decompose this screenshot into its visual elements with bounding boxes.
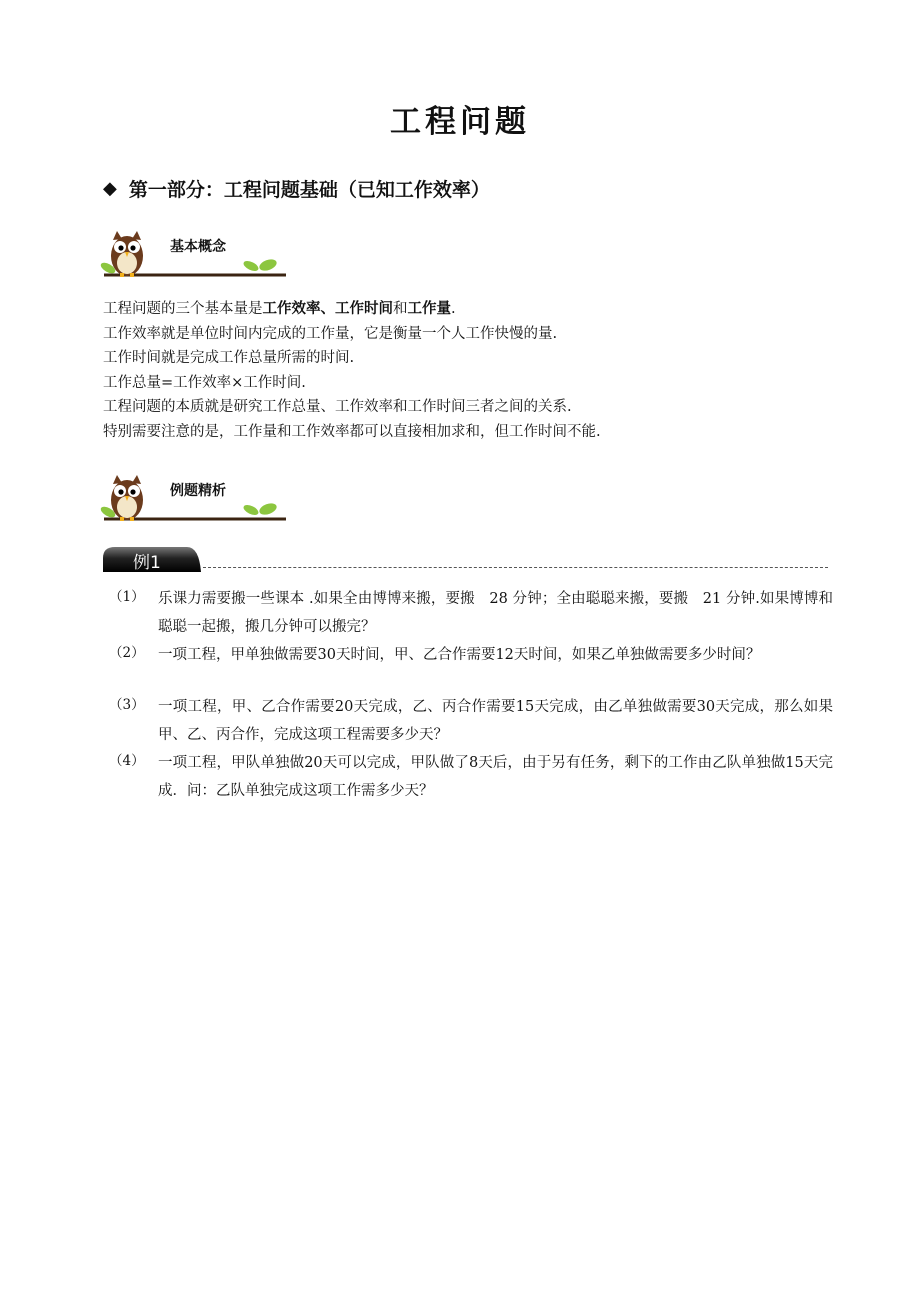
concept-header: [98, 228, 298, 288]
concept-line: 工作效率就是单位时间内完成的工作量，它是衡量一个人工作快慢的量.: [103, 325, 558, 342]
example-tab: [103, 546, 828, 572]
concept-line: 工程问题的三个基本量是工作效率、工作时间和工作量.: [103, 300, 456, 317]
problem-text: 一项工程，甲、乙合作需要20天完成，乙、丙合作需要15天完成，由乙单独做需要30天完成，那么如果甲、乙、丙合作，完成这项工程需要多少天？: [158, 699, 833, 743]
concept-line: 工程问题的本质就是研究工作总量、工作效率和工作时间三者之间的关系.: [103, 399, 572, 415]
problem-text: 乐课力需要搬一些课本 .如果全由博博来搬，要搬 28 分钟；全由聪聪来搬，要搬 21 分钟.如果博博和聪聪一起搬，搬几分钟可以搬完？: [158, 591, 833, 635]
concept-header-label: 基本概念: [170, 239, 226, 255]
problem-item: [103, 749, 833, 805]
problem-number: （3）: [109, 697, 145, 713]
page-title: 工程问题: [390, 104, 530, 140]
example-header-label: 例题精析: [170, 483, 226, 499]
section-heading: [103, 175, 490, 202]
dashed-divider: [203, 567, 828, 568]
problem-text: 一项工程，甲队单独做20天可以完成，甲队做了8天后，由于另有任务，剩下的工作由乙队单独做15天完成．问：乙队单独完成这项工作需多少天？: [158, 755, 833, 799]
concept-line: 工作时间就是完成工作总量所需的时间.: [103, 350, 355, 366]
problem-item: [103, 641, 833, 669]
concept-line: 特别需要注意的是，工作量和工作效率都可以直接相加求和，但工作时间不能.: [103, 423, 601, 440]
example-tab-label: 例1: [133, 553, 161, 573]
problem-list: [103, 585, 833, 805]
diamond-bullet-icon: ◆: [103, 178, 117, 199]
problem-number: （1）: [109, 589, 145, 605]
problem-number: （2）: [109, 645, 145, 661]
problem-item: [103, 585, 833, 641]
problem-item: [103, 693, 833, 749]
concept-line: 工作总量=工作效率×工作时间.: [103, 374, 306, 391]
problem-number: （4）: [109, 753, 145, 769]
example-header: [98, 472, 298, 532]
problem-text: 一项工程，甲单独做需要30天时间，甲、乙合作需要12天时间，如果乙单独做需要多少时间？: [158, 647, 761, 663]
section-heading-text: 第一部分：工程问题基础（已知工作效率）: [128, 179, 490, 201]
concept-text: [103, 297, 601, 444]
